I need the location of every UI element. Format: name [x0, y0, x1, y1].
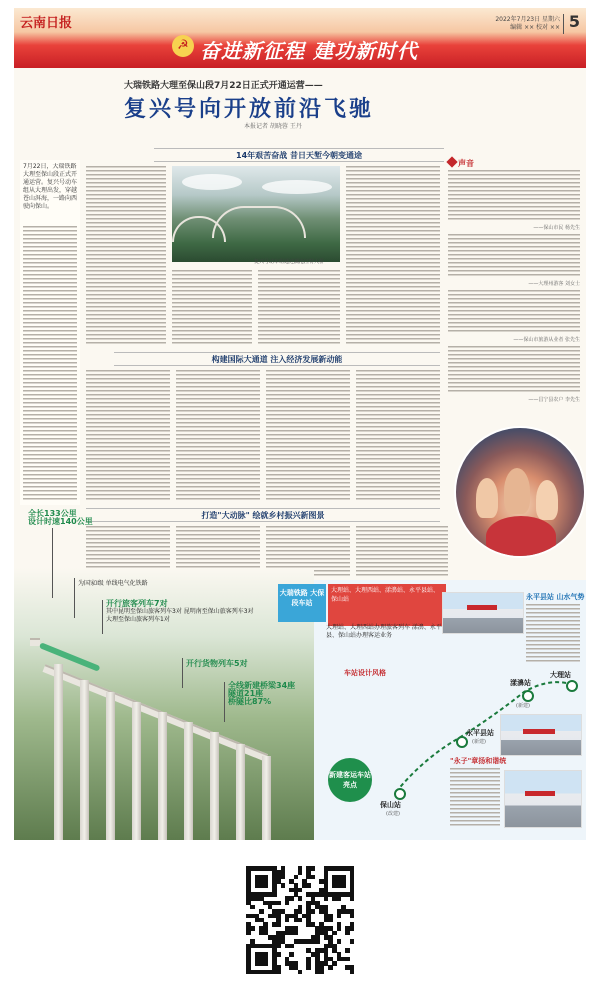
- station-label-yongping: 永平县站: [466, 729, 494, 737]
- station-label-dali: 大理站: [550, 671, 571, 679]
- passengers-circle-photo: [454, 426, 586, 558]
- line-length: 全长133公里: [28, 509, 77, 518]
- section-2-column-3: [266, 370, 350, 502]
- side-text-1: [526, 604, 580, 664]
- station-label-yangbi: 漾濞站: [510, 679, 531, 687]
- section-3-title: 打造"大动脉" 绘就乡村振兴新图景: [201, 511, 325, 520]
- station-note-baoshan: (改建): [386, 811, 400, 817]
- voice-signature-4: ——昌宁县农户 李先生: [528, 397, 580, 403]
- line-length-callout: [28, 510, 93, 526]
- party-emblem-icon: ☭: [172, 35, 194, 57]
- station-photo-2: [500, 714, 582, 756]
- station-note-yongping: (新建): [472, 739, 486, 745]
- passenger-trains: 开行旅客列车7对: [106, 599, 168, 608]
- bridges-count: 全线新建桥梁34座: [228, 681, 296, 690]
- voice-signature-2: ——大理州游客 刘女士: [528, 281, 580, 287]
- freight-trains: 开行货物列车5对: [186, 659, 248, 668]
- voice-signature-1: ——保山市民 杨先生: [533, 225, 580, 231]
- station-photo-3: [504, 770, 582, 828]
- intro-body-text: [23, 226, 77, 501]
- station-dot-dali: [566, 680, 578, 692]
- mountain-bridge-photo: [172, 166, 340, 262]
- voice-quote-1: [448, 170, 580, 222]
- station-dot-baoshan: [394, 788, 406, 800]
- lead-paragraph: 7月22日，大瑞铁路大理至保山段正式开通运营。复兴号动车组从大理出发，穿越苍山洱海，一路向西驶向保山。: [23, 163, 77, 210]
- station-label-baoshan: 保山站: [380, 801, 401, 809]
- voice-icon: [446, 156, 457, 167]
- side-heading-2: "永子"章扬和谐统: [450, 757, 507, 765]
- freight-trains-callout: [186, 660, 248, 669]
- side-heading-1: 永平县站 山水气势: [526, 593, 585, 601]
- design-speed: 设计时速140公里: [28, 517, 93, 526]
- editor-text: 编辑 ×× 校对 ××: [510, 24, 560, 31]
- route-heading: 车站设计风格: [344, 669, 386, 677]
- section-1-column-4: [346, 166, 440, 346]
- section-2-column-2: [176, 370, 260, 502]
- section-1-column-3: [258, 270, 340, 346]
- section-1-title: 14年艰苦奋战 昔日天堑今朝变通途: [236, 151, 362, 160]
- masthead-slogan: 奋进新征程 建功新时代: [200, 39, 418, 63]
- passenger-trains-callout: [106, 600, 256, 624]
- station-list: 大理站、大理西站、漾濞站、永平县站、保山站: [328, 584, 446, 626]
- section-3-column-4: [356, 526, 448, 578]
- station-note-yangbi: (新建): [516, 703, 530, 709]
- date-text: 2022年7月23日 星期六: [495, 16, 560, 23]
- section-2-column-4: [356, 370, 440, 502]
- voice-quote-4: [448, 346, 580, 394]
- bridges-callout: [228, 682, 312, 706]
- masthead-divider: [563, 14, 564, 34]
- voice-signature-3: ——保山市旅游从业者 张先生: [513, 337, 580, 343]
- section-2-title: 构建国际大通道 注入经济发展新动能: [211, 355, 343, 364]
- passenger-trains-detail: 其中昆明至保山旅客列车3对 昆明南至保山旅客列车3对 大理至保山旅客列车1对: [106, 608, 254, 623]
- voice-title: 声音: [458, 159, 474, 168]
- station-summary: 大理站、大理西站办理旅客列车 漾濞、永平县、保山站办理客运业务: [326, 624, 442, 639]
- tunnels-count: 隧道21座: [228, 689, 264, 698]
- masthead: [14, 8, 586, 68]
- side-text-2: [450, 768, 500, 828]
- station-panel-title: 大瑞铁路 大保段车站: [278, 584, 326, 622]
- new-station-bubble: 新建客运车站亮点: [328, 758, 372, 802]
- headline-kicker: 大瑞铁路大理至保山段7月22日正式开通运营——: [124, 81, 323, 91]
- bridge-tunnel-ratio: 桥隧比87%: [228, 697, 272, 706]
- section-1-column-1: [86, 166, 166, 346]
- voice-quote-2: [448, 234, 580, 278]
- newspaper-brand: 云南日报: [20, 16, 73, 31]
- station-photo-1: [442, 592, 524, 634]
- newspaper-page: [14, 8, 586, 840]
- page-number: 5: [568, 12, 580, 31]
- intro-column: [20, 160, 80, 505]
- section-2-column-1: [86, 370, 170, 502]
- byline: 本报记者 胡晓蓉 王丹: [244, 123, 302, 130]
- line-type-callout: 为国家Ⅰ级 单线电气化铁路: [78, 580, 148, 587]
- voice-quote-3: [448, 290, 580, 334]
- photo-caption: 复兴号动车组通过澜沧江特大桥: [254, 259, 325, 265]
- qr-code[interactable]: [246, 866, 354, 974]
- station-dot-yangbi: [522, 690, 534, 702]
- dateline: [450, 16, 560, 32]
- page-title: 复兴号向开放前沿飞驰: [124, 96, 375, 122]
- section-1-column-2: [172, 270, 252, 346]
